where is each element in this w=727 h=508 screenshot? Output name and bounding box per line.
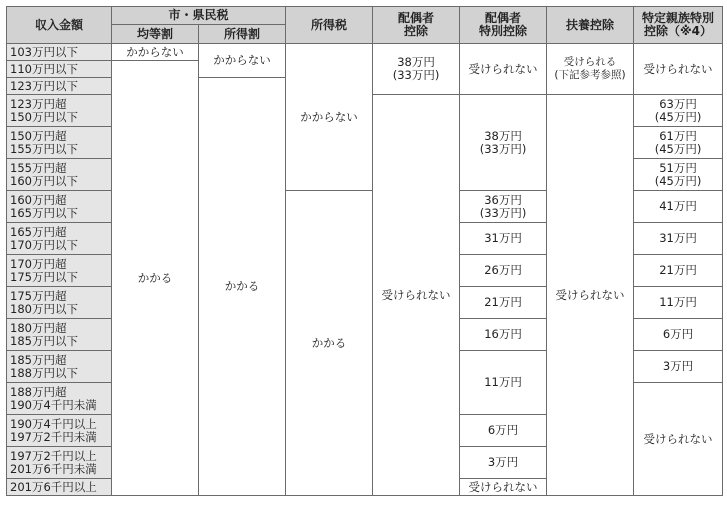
- special-21-cell: 21万円: [634, 255, 723, 287]
- income-row: 197万2千円以上 201万6千円未満: [7, 447, 112, 479]
- income-row: 155万円超 160万円以下: [7, 159, 112, 191]
- special-51-cell: 51万円 (45万円): [634, 159, 723, 191]
- special-6-cell: 6万円: [634, 319, 723, 351]
- spouse-special-11-cell: 11万円: [460, 351, 547, 415]
- header-spouse-deduction: 配偶者 控除: [373, 7, 460, 44]
- special-61-cell: 61万円 (45万円): [634, 127, 723, 159]
- income-levy-apply-cell: かかる: [199, 78, 286, 496]
- income-levy-none-cell: かからない: [199, 44, 286, 78]
- special-not-top-cell: 受けられない: [634, 44, 723, 95]
- spouse-special-3-cell: 3万円: [460, 447, 547, 479]
- income-row: 165万円超 170万円以下: [7, 223, 112, 255]
- per-capita-apply-cell: かかる: [112, 61, 199, 496]
- income-row: 190万4千円以上 197万2千円未満: [7, 415, 112, 447]
- special-3-cell: 3万円: [634, 351, 723, 383]
- income-tax-apply-cell: かかる: [286, 191, 373, 496]
- spouse-special-not-top-cell: 受けられない: [460, 44, 547, 95]
- spouse-special-31-cell: 31万円: [460, 223, 547, 255]
- per-capita-none-cell: かからない: [112, 44, 199, 61]
- special-not-bottom-cell: 受けられない: [634, 383, 723, 496]
- dependent-yes-cell: 受けられる (下記参考参照): [547, 44, 634, 95]
- income-row: 150万円超 155万円以下: [7, 127, 112, 159]
- header-income-tax: 所得税: [286, 7, 373, 44]
- header-income: 収入金額: [7, 7, 112, 44]
- header-income-levy: 所得割: [199, 25, 286, 44]
- spouse-special-26-cell: 26万円: [460, 255, 547, 287]
- spouse-special-38-cell: 38万円 (33万円): [460, 95, 547, 191]
- header-special-relative-deduction: 特定親族特別 控除（※4）: [634, 7, 723, 44]
- special-41-cell: 41万円: [634, 191, 723, 223]
- special-63-cell: 63万円 (45万円): [634, 95, 723, 127]
- income-row: 103万円以下: [7, 44, 112, 61]
- spouse-special-36-cell: 36万円 (33万円): [460, 191, 547, 223]
- spouse-special-21-cell: 21万円: [460, 287, 547, 319]
- spouse-special-not-bottom-cell: 受けられない: [460, 479, 547, 496]
- income-row: 123万円以下: [7, 78, 112, 95]
- income-row: 180万円超 185万円以下: [7, 319, 112, 351]
- income-row: 160万円超 165万円以下: [7, 191, 112, 223]
- spouse-deduction-value-cell: 38万円 (33万円): [373, 44, 460, 95]
- special-11-cell: 11万円: [634, 287, 723, 319]
- header-spouse-special-deduction: 配偶者 特別控除: [460, 7, 547, 44]
- income-row: 175万円超 180万円以下: [7, 287, 112, 319]
- tax-table-container: [6, 6, 723, 496]
- income-row: 185万円超 188万円以下: [7, 351, 112, 383]
- special-31-cell: 31万円: [634, 223, 723, 255]
- spouse-deduction-not-cell: 受けられない: [373, 95, 460, 496]
- income-row: 188万円超 190万4千円未満: [7, 383, 112, 415]
- income-row: 170万円超 175万円以下: [7, 255, 112, 287]
- header-dependent-deduction: 扶養控除: [547, 7, 634, 44]
- income-row: 201万6千円以上: [7, 479, 112, 496]
- header-resident-tax: 市・県民税: [112, 7, 286, 25]
- spouse-special-6-cell: 6万円: [460, 415, 547, 447]
- tax-deduction-table: [6, 6, 723, 496]
- header-per-capita-levy: 均等割: [112, 25, 199, 44]
- income-row: 110万円以下: [7, 61, 112, 78]
- income-tax-none-cell: かからない: [286, 44, 373, 191]
- dependent-no-cell: 受けられない: [547, 95, 634, 496]
- income-row: 123万円超 150万円以下: [7, 95, 112, 127]
- spouse-special-16-cell: 16万円: [460, 319, 547, 351]
